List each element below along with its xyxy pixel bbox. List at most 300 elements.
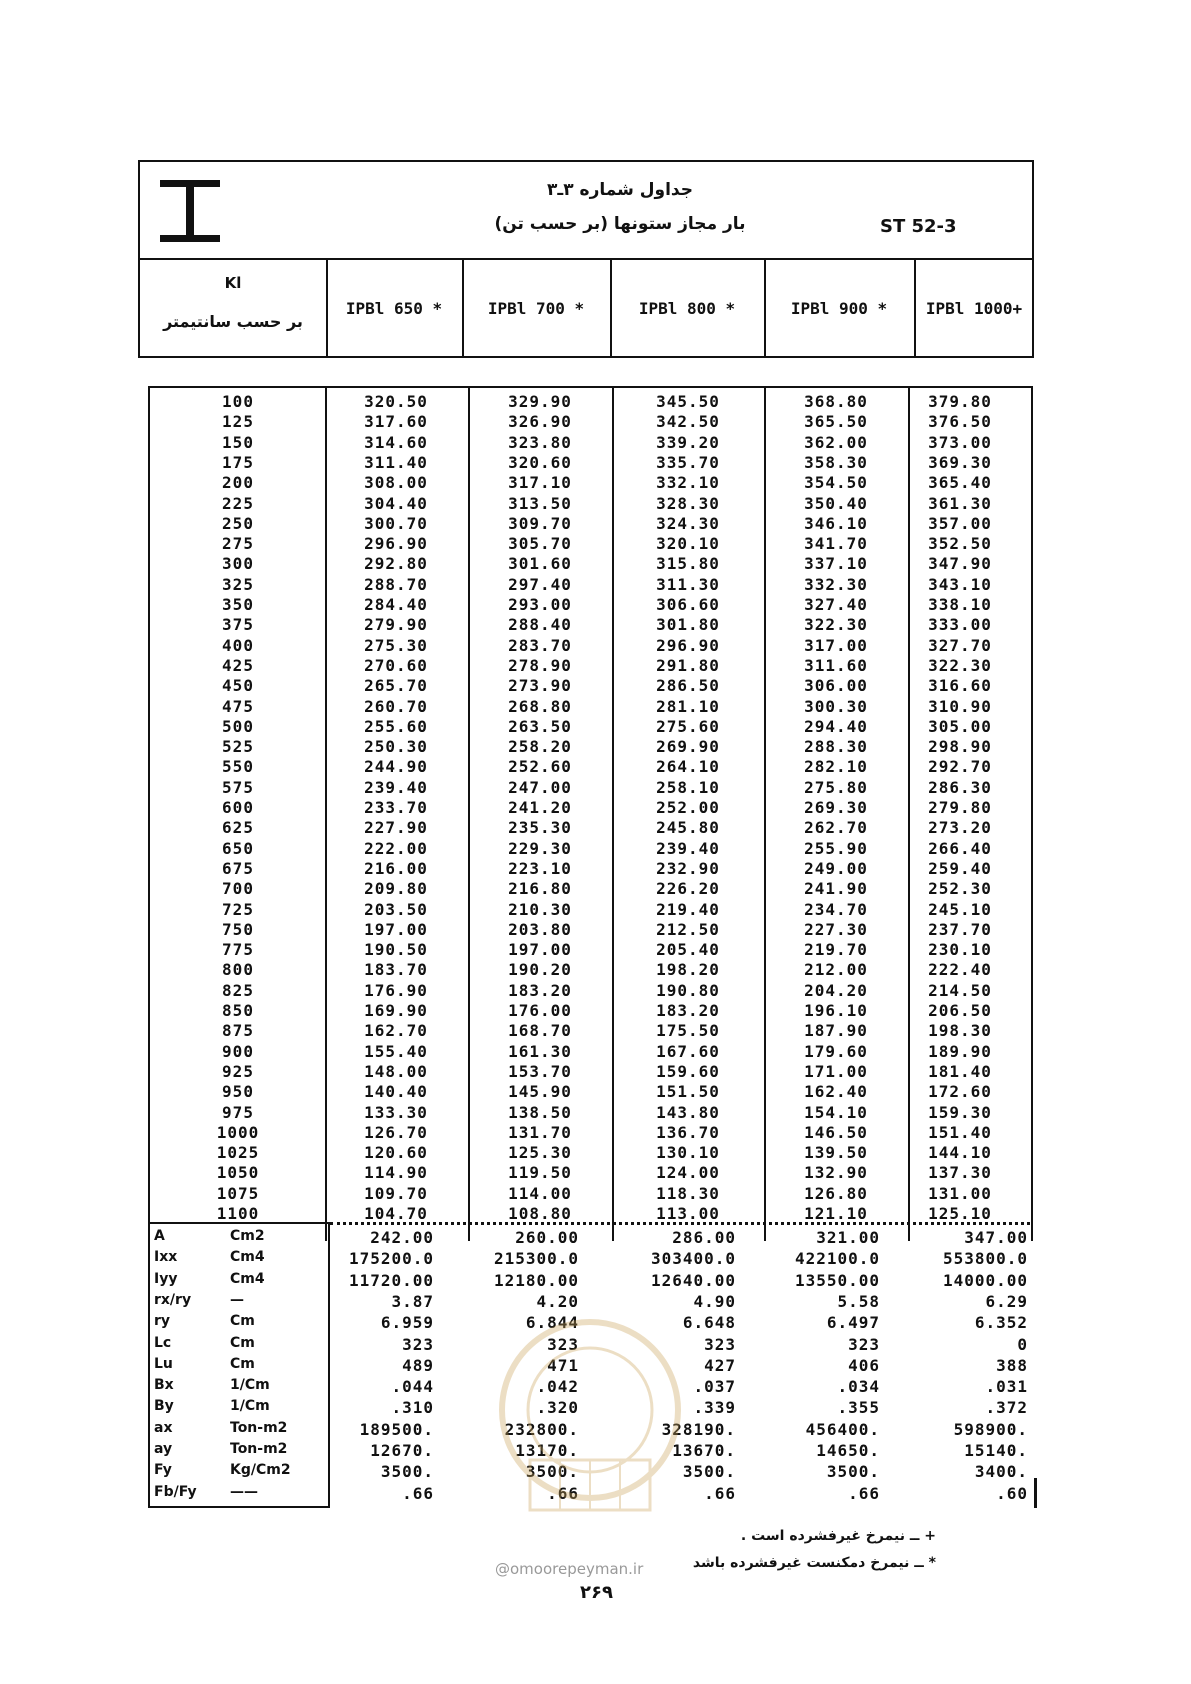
load-value: 311.60 — [804, 655, 868, 675]
load-value: 168.70 — [508, 1021, 572, 1041]
kl-value: 125 — [222, 412, 254, 432]
load-value: 376.50 — [928, 412, 992, 432]
load-value: 379.80 — [928, 392, 992, 411]
load-value: 252.60 — [508, 757, 572, 777]
kl-value: 950 — [222, 1082, 254, 1102]
property-unit: 1/Cm — [230, 1398, 270, 1415]
load-value: 286.50 — [656, 676, 720, 696]
footnote-plus: + ــ نیمرخ غیرفشرده است . — [740, 1528, 936, 1544]
load-value: 255.90 — [804, 838, 868, 858]
load-value: 198.30 — [928, 1021, 992, 1041]
property-value: 323 — [402, 1334, 434, 1354]
property-value: 323 — [704, 1334, 736, 1354]
table-subtitle: بار مجاز ستونها (بر حسب تن) — [494, 214, 746, 234]
load-value: 258.10 — [656, 777, 720, 797]
load-value: 203.80 — [508, 919, 572, 939]
kl-value: 300 — [222, 554, 254, 574]
load-value: 230.10 — [928, 940, 992, 960]
load-value: 320.50 — [364, 392, 428, 411]
load-value: 133.30 — [364, 1102, 428, 1122]
table-row — [150, 392, 1031, 412]
load-value: 265.70 — [364, 676, 428, 696]
kl-value: 1075 — [216, 1183, 260, 1203]
property-value: .320 — [536, 1398, 579, 1418]
load-value: 250.30 — [364, 737, 428, 757]
load-value: 171.00 — [804, 1061, 868, 1081]
load-value: 151.50 — [656, 1082, 720, 1102]
load-value: 304.40 — [364, 493, 428, 513]
load-value: 327.70 — [928, 635, 992, 655]
load-value: 338.10 — [928, 595, 992, 614]
i-beam-icon — [160, 180, 220, 242]
steel-grade: ST 52-3 — [880, 216, 957, 237]
property-value: 13550.00 — [794, 1270, 880, 1290]
table-row — [150, 453, 1031, 473]
kl-value: 750 — [222, 919, 254, 939]
load-value: 301.80 — [656, 615, 720, 635]
property-symbol: ry — [154, 1313, 171, 1330]
load-value: 300.70 — [364, 513, 428, 533]
load-value: 159.30 — [928, 1102, 992, 1122]
load-value: 108.80 — [508, 1204, 572, 1223]
property-unit: 1/Cm — [230, 1377, 270, 1394]
table-row — [150, 960, 1031, 980]
kl-value: 725 — [222, 899, 254, 919]
load-value: 323.80 — [508, 432, 572, 452]
load-value: 223.10 — [508, 858, 572, 878]
table-row — [150, 534, 1031, 554]
kl-unit: بر حسب سانتیمتر — [163, 312, 303, 331]
load-value: 145.90 — [508, 1082, 572, 1102]
kl-value: 150 — [222, 432, 254, 452]
property-symbol: Bx — [154, 1377, 174, 1394]
table-row — [150, 433, 1031, 453]
footnote-star: * ــ نیمرخ دمکنست غیرفشرده باشد — [692, 1555, 936, 1571]
load-value: 159.60 — [656, 1061, 720, 1081]
property-unit: Ton-m2 — [230, 1419, 288, 1436]
load-value: 162.70 — [364, 1021, 428, 1041]
property-value: .355 — [837, 1398, 880, 1418]
load-value: 175.50 — [656, 1021, 720, 1041]
property-value: 15140. — [964, 1441, 1028, 1460]
load-value: 232.90 — [656, 858, 720, 878]
table-row — [150, 1103, 1031, 1123]
load-value: 341.70 — [804, 534, 868, 554]
load-value: 264.10 — [656, 757, 720, 777]
table-row — [150, 940, 1031, 960]
property-unit: Cm — [230, 1334, 255, 1351]
property-value: .310 — [391, 1398, 434, 1418]
property-unit: Cm — [230, 1355, 255, 1372]
load-value: 273.20 — [928, 818, 992, 838]
load-value: 181.40 — [928, 1061, 992, 1081]
load-value: 212.00 — [804, 960, 868, 980]
load-value: 104.70 — [364, 1204, 428, 1223]
load-value: 316.60 — [928, 676, 992, 696]
kl-value: 1100 — [216, 1204, 260, 1223]
load-value: 210.30 — [508, 899, 572, 919]
kl-label: Kl — [224, 274, 242, 292]
property-symbol: rx/ry — [154, 1291, 192, 1308]
load-value: 296.90 — [364, 534, 428, 554]
load-value: 241.90 — [804, 879, 868, 899]
load-value: 109.70 — [364, 1183, 428, 1203]
load-value: 328.30 — [656, 493, 720, 513]
load-value: 131.00 — [928, 1183, 992, 1203]
load-value: 352.50 — [928, 534, 992, 554]
load-value: 216.00 — [364, 858, 428, 878]
load-value: 118.30 — [656, 1183, 720, 1203]
load-value: 288.70 — [364, 574, 428, 594]
table-row — [150, 1082, 1031, 1102]
kl-value: 625 — [222, 818, 254, 838]
table-row — [150, 859, 1031, 879]
kl-value: 275 — [222, 534, 254, 554]
kl-value: 825 — [222, 980, 254, 1000]
property-value: 489 — [402, 1355, 434, 1375]
load-value: 327.40 — [804, 595, 868, 614]
property-value: 553800.0 — [942, 1249, 1028, 1269]
property-value: 3500. — [525, 1462, 579, 1482]
property-symbol: Fb/Fy — [154, 1483, 197, 1500]
load-value: 296.90 — [656, 635, 720, 655]
load-value: 373.00 — [928, 432, 992, 452]
property-value: 175200.0 — [348, 1249, 434, 1269]
load-value: 114.90 — [364, 1163, 428, 1183]
kl-value: 900 — [222, 1041, 254, 1061]
load-value: 365.50 — [804, 412, 868, 432]
load-value: 204.20 — [804, 980, 868, 1000]
load-value: 317.00 — [804, 635, 868, 655]
load-value: 155.40 — [364, 1041, 428, 1061]
load-value: 226.20 — [656, 879, 720, 899]
kl-value: 450 — [222, 676, 254, 696]
load-value: 317.10 — [508, 473, 572, 493]
load-value: 146.50 — [804, 1122, 868, 1142]
property-value: 12180.00 — [493, 1270, 579, 1290]
kl-value: 775 — [222, 940, 254, 960]
column-header-ipbl-1000: IPBl 1000+ — [925, 298, 1023, 318]
property-value: 4.20 — [536, 1291, 579, 1311]
table-row — [150, 676, 1031, 696]
property-value: .66 — [848, 1483, 880, 1503]
load-value: 114.00 — [508, 1183, 572, 1203]
kl-value: 1000 — [216, 1122, 260, 1142]
load-value: 124.00 — [656, 1163, 720, 1183]
load-value: 126.80 — [804, 1183, 868, 1203]
property-value: 328190. — [661, 1419, 736, 1439]
load-value: 292.80 — [364, 554, 428, 574]
load-value: 322.30 — [804, 615, 868, 635]
load-value: 313.50 — [508, 493, 572, 513]
load-value: 153.70 — [508, 1061, 572, 1081]
kl-value: 475 — [222, 696, 254, 716]
load-value: 361.30 — [928, 493, 992, 513]
table-row — [150, 1204, 1031, 1224]
load-value: 337.10 — [804, 554, 868, 574]
table-row — [150, 1123, 1031, 1143]
load-value: 354.50 — [804, 473, 868, 493]
table-row — [150, 981, 1031, 1001]
load-value: 143.80 — [656, 1102, 720, 1122]
property-value: 388 — [996, 1355, 1028, 1375]
load-value: 212.50 — [656, 919, 720, 939]
property-value: .372 — [985, 1398, 1028, 1418]
load-value: 279.80 — [928, 798, 992, 817]
kl-value: 700 — [222, 879, 254, 899]
column-header-ipbl-800: IPBl 800 * — [638, 298, 736, 318]
watermark-text: @omoorepeyman.ir — [495, 1560, 644, 1578]
load-value: 229.30 — [508, 838, 572, 858]
table-row — [150, 1021, 1031, 1041]
load-value: 227.90 — [364, 818, 428, 838]
property-symbol: Lc — [154, 1334, 172, 1351]
load-value: 263.50 — [508, 716, 572, 736]
page-number: ۲۶۹ — [580, 1582, 613, 1603]
column-header-ipbl-700: IPBl 700 * — [487, 298, 585, 318]
table-row — [150, 1062, 1031, 1082]
table-row — [150, 737, 1031, 757]
load-value: 278.90 — [508, 655, 572, 675]
table-row — [150, 757, 1031, 777]
property-symbol: Ixx — [154, 1249, 178, 1266]
load-value: 203.50 — [364, 899, 428, 919]
kl-value: 675 — [222, 858, 254, 878]
load-value: 332.30 — [804, 574, 868, 594]
load-value: 306.00 — [804, 676, 868, 696]
load-value: 362.00 — [804, 432, 868, 452]
property-value: .66 — [402, 1483, 434, 1503]
property-value: 242.00 — [370, 1228, 434, 1247]
kl-value: 525 — [222, 737, 254, 757]
load-value: 139.50 — [804, 1143, 868, 1163]
kl-value: 400 — [222, 635, 254, 655]
load-value: 350.40 — [804, 493, 868, 513]
load-value: 176.90 — [364, 980, 428, 1000]
load-value: 326.90 — [508, 412, 572, 432]
load-value: 339.20 — [656, 432, 720, 452]
load-value: 183.20 — [508, 980, 572, 1000]
property-value: 3.87 — [391, 1291, 434, 1311]
property-symbol: A — [154, 1228, 165, 1244]
load-value: 241.20 — [508, 798, 572, 817]
property-unit: Ton-m2 — [230, 1441, 288, 1457]
load-value: 324.30 — [656, 513, 720, 533]
kl-value: 550 — [222, 757, 254, 777]
table-row — [150, 879, 1031, 899]
load-value: 197.00 — [364, 919, 428, 939]
load-value: 320.10 — [656, 534, 720, 554]
kl-value: 100 — [222, 392, 254, 411]
load-value: 244.90 — [364, 757, 428, 777]
load-value: 252.00 — [656, 798, 720, 817]
kl-value: 600 — [222, 798, 254, 817]
load-value: 176.00 — [508, 1001, 572, 1020]
load-value: 187.90 — [804, 1021, 868, 1041]
load-value: 179.60 — [804, 1041, 868, 1061]
load-value: 342.50 — [656, 412, 720, 432]
table-row — [150, 595, 1031, 615]
load-value: 140.40 — [364, 1082, 428, 1102]
table-row — [150, 615, 1031, 635]
kl-value: 850 — [222, 1001, 254, 1020]
load-value: 275.60 — [656, 716, 720, 736]
load-value: 306.60 — [656, 595, 720, 614]
load-value: 144.10 — [928, 1143, 992, 1163]
kl-value: 650 — [222, 838, 254, 858]
load-value: 190.50 — [364, 940, 428, 960]
property-labels — [148, 1222, 330, 1508]
table-row — [150, 514, 1031, 534]
property-value: 13670. — [672, 1441, 736, 1460]
load-value: 190.20 — [508, 960, 572, 980]
load-value: 222.00 — [364, 838, 428, 858]
load-value: 136.70 — [656, 1122, 720, 1142]
property-value: 215300.0 — [493, 1249, 579, 1269]
load-value: 126.70 — [364, 1122, 428, 1142]
load-value: 233.70 — [364, 798, 428, 817]
property-value: 598900. — [953, 1419, 1028, 1439]
property-symbol: Lu — [154, 1355, 173, 1372]
load-value: 132.90 — [804, 1163, 868, 1183]
load-value: 322.30 — [928, 655, 992, 675]
property-value: 260.00 — [515, 1228, 579, 1247]
load-value: 151.40 — [928, 1122, 992, 1142]
property-unit: Cm2 — [230, 1228, 265, 1244]
property-value: .044 — [391, 1377, 434, 1397]
table-row — [150, 1143, 1031, 1163]
load-value: 258.20 — [508, 737, 572, 757]
property-symbol: ay — [154, 1441, 173, 1457]
table-row — [150, 656, 1031, 676]
watermark-seal-icon — [490, 1310, 690, 1530]
property-value: 4.90 — [693, 1291, 736, 1311]
property-value: 427 — [704, 1355, 736, 1375]
load-value: 268.80 — [508, 696, 572, 716]
load-value: 239.40 — [656, 838, 720, 858]
kl-value: 1025 — [216, 1143, 260, 1163]
property-value: 323 — [547, 1334, 579, 1354]
kl-value: 975 — [222, 1102, 254, 1122]
property-value: 347.00 — [964, 1228, 1028, 1247]
load-value: 317.60 — [364, 412, 428, 432]
property-value: .60 — [996, 1483, 1028, 1503]
load-value: 206.50 — [928, 1001, 992, 1020]
table-row — [150, 1042, 1031, 1062]
table-row — [150, 636, 1031, 656]
property-value: .031 — [985, 1377, 1028, 1397]
load-value: 311.40 — [364, 452, 428, 472]
load-value: 131.70 — [508, 1122, 572, 1142]
load-value: 234.70 — [804, 899, 868, 919]
load-table — [148, 386, 1033, 1241]
load-value: 305.00 — [928, 716, 992, 736]
kl-value: 925 — [222, 1061, 254, 1081]
property-value: 13170. — [515, 1441, 579, 1460]
table-header — [138, 160, 1034, 358]
load-value: 198.20 — [656, 960, 720, 980]
property-value: 3500. — [380, 1462, 434, 1482]
property-unit: Kg/Cm2 — [230, 1462, 291, 1479]
property-value: .034 — [837, 1377, 880, 1397]
load-value: 183.70 — [364, 960, 428, 980]
kl-value: 250 — [222, 513, 254, 533]
table-row — [150, 554, 1031, 574]
property-value: 303400.0 — [650, 1249, 736, 1269]
table-row — [150, 697, 1031, 717]
load-value: 259.40 — [928, 858, 992, 878]
load-value: 308.00 — [364, 473, 428, 493]
table-row — [150, 575, 1031, 595]
load-value: 138.50 — [508, 1102, 572, 1122]
property-value: 3500. — [826, 1462, 880, 1482]
load-value: 279.90 — [364, 615, 428, 635]
load-value: 301.60 — [508, 554, 572, 574]
property-value: 11720.00 — [348, 1270, 434, 1290]
property-unit: — — [230, 1291, 244, 1308]
load-value: 315.80 — [656, 554, 720, 574]
kl-value: 375 — [222, 615, 254, 635]
table-row — [150, 717, 1031, 737]
table-row — [150, 412, 1031, 432]
load-value: 247.00 — [508, 777, 572, 797]
load-value: 275.30 — [364, 635, 428, 655]
kl-value: 425 — [222, 655, 254, 675]
load-value: 125.30 — [508, 1143, 572, 1163]
load-value: 298.90 — [928, 737, 992, 757]
property-unit: Cm — [230, 1313, 255, 1330]
property-symbol: ax — [154, 1419, 173, 1436]
load-value: 249.00 — [804, 858, 868, 878]
property-value: 14000.00 — [942, 1270, 1028, 1290]
load-value: 270.60 — [364, 655, 428, 675]
property-value: 0 — [1017, 1334, 1028, 1354]
load-value: 358.30 — [804, 452, 868, 472]
load-value: 314.60 — [364, 432, 428, 452]
load-value: 190.80 — [656, 980, 720, 1000]
property-value: 6.29 — [985, 1291, 1028, 1311]
kl-value: 200 — [222, 473, 254, 493]
load-value: 227.30 — [804, 919, 868, 939]
table-row — [150, 900, 1031, 920]
load-value: 120.60 — [364, 1143, 428, 1163]
load-value: 237.70 — [928, 919, 992, 939]
load-value: 291.80 — [656, 655, 720, 675]
table-row — [150, 1001, 1031, 1021]
property-value: 3400. — [974, 1462, 1028, 1482]
load-value: 161.30 — [508, 1041, 572, 1061]
load-value: 329.90 — [508, 392, 572, 411]
load-value: 235.30 — [508, 818, 572, 838]
kl-value: 325 — [222, 574, 254, 594]
load-value: 297.40 — [508, 574, 572, 594]
property-symbol: By — [154, 1398, 174, 1415]
table-row — [150, 473, 1031, 493]
table-row — [150, 818, 1031, 838]
load-value: 255.60 — [364, 716, 428, 736]
property-value: 5.58 — [837, 1291, 880, 1311]
load-value: 345.50 — [656, 392, 720, 411]
load-value: 269.90 — [656, 737, 720, 757]
load-value: 357.00 — [928, 513, 992, 533]
property-value: 6.959 — [380, 1313, 434, 1333]
column-header-ipbl-900: IPBl 900 * — [790, 298, 888, 318]
load-value: 125.10 — [928, 1204, 992, 1223]
kl-value: 1050 — [216, 1163, 260, 1183]
property-value: 3500. — [682, 1462, 736, 1482]
load-value: 346.10 — [804, 513, 868, 533]
load-value: 369.30 — [928, 452, 992, 472]
